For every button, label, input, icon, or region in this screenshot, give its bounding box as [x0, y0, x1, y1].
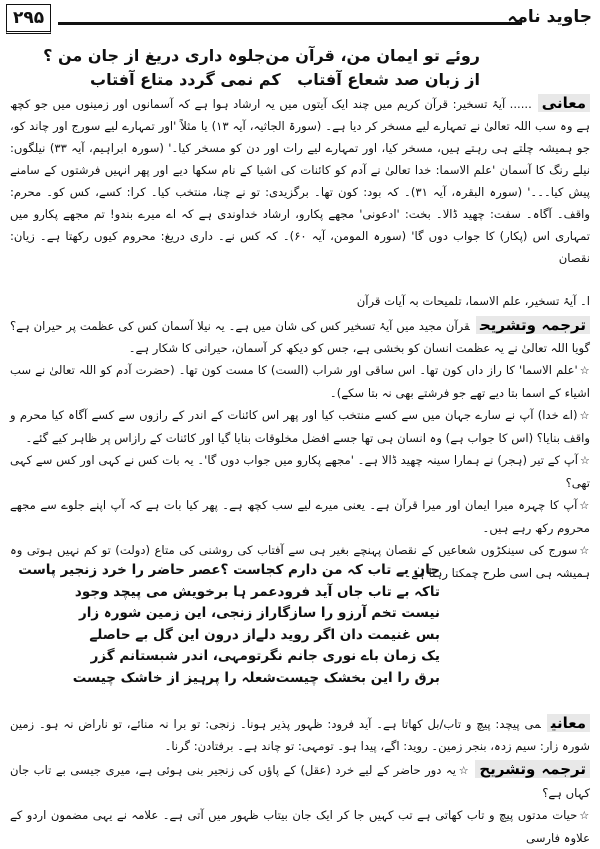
verse-left-hemistich: کم نمی گردد متاع آفتاب: [90, 69, 281, 89]
poem-left-hemistich: از درون این گل بے حاصلے: [89, 626, 256, 643]
poem-left-hemistich: عصر حاضر را خرد زنجیر پاست: [18, 562, 221, 578]
translation-item-text: آپ کے تیر (ہجر) نے ہمارا سینہ چھید ڈالا ہے۔ 'مجھے پکارو میں جواب دوں گا'۔ یہ بات کس نے کہی اور کس سے کہی تھی؟: [10, 453, 590, 490]
verse-line: [90, 68, 480, 90]
meanings-text: ...... آیۂ تسخیر: قرآن کریم میں چند ایک آیتوں میں یہ ارشاد ہوا ہے کہ آسمانوں اور زمینوں میں جو کچھ ہے وہ سب اللہ تعالیٰ نے تمہارے لیے مسخر کر دیا ہے۔ (سورۃ الجاثیہ، آیہ ۱۳) یا مثلاً 'اور تمہارے لیے سورج اور چاند کو، جو ہمیشہ چلتے ہی رہتے ہیں، مسخر کیا، اور تمہارے لیے رات اور دن کو مسخر کیا۔' (سورہ ابراہیم، آیہ ۳۳) نیلگوں: نیلے رنگ کا آسمان 'علم الاسما: خدا تعالیٰ نے آدم کو کائنات کی اشیا کے نام سکھا دیے اور پھر انہیں فرشتوں کے سامنے پیش کیا۔۔۔' (سورہ البقرہ، آیہ ۳۱)۔ کہ بود: کون تھا۔ برگزیدی: تو نے چنا، منتخب کیا۔ کرا: کسے، کس کو۔ محرم: واقف۔ آگاہ۔ سفت: چھید ڈالا۔ بخت: 'ادعونی' مجھے پکارو، ارشاد خداوندی ہے کہ اے میرے بندو! تم مجھے پکارو میں تمہاری اس (پکار) کا جواب دوں گا' (سورہ المومن، آیہ ۶۰)۔ کہ کس نے۔ داری دریغ: محروم کیوں رکھتا ہے۔ زیان: نقصان: [10, 97, 591, 265]
meanings-paragraph: [10, 712, 590, 757]
poem-left-hemistich: تومہی، اندر شبستانم گزر: [90, 648, 262, 664]
references-note: [10, 290, 590, 312]
poem-couplet: [89, 625, 440, 647]
poem-right-hemistich: تاکہ بے تاب جاں آید فرود: [277, 583, 440, 600]
meanings-text: می پیچد: پیچ و تاب/بل کھاتا ہے۔ آید فرود: ظہور پذیر ہونا۔ زنجی: تو برا نہ منائے، تو ناراض نہ ہو۔ زمین شورہ زار: سیم زدہ، بنجر زمین۔ روید: اگے، پیدا ہو۔ تومہی: تو چاند ہے۔ برفتادن: گرنا۔: [10, 717, 590, 753]
verse-right-hemistich: روئے تو ایمان من، قرآن من: [265, 45, 480, 65]
poem-couplet: [90, 646, 440, 668]
references-text: ا۔ آیۂ تسخیر، علم الاسما، تلمیحات بہ آیات قرآن: [356, 294, 590, 308]
translation-item-text: آپ کا چہرہ میرا ایمان اور میرا قرآن ہے۔ یعنی میرے لیے سب کچھ ہے۔ پھر کیا بات ہے کہ آپ اپنے جلوے سے مجھے محروم رکھ رہے ہیں۔: [10, 498, 590, 535]
translation-item: [10, 758, 590, 804]
star-bullet-icon: ☆: [457, 764, 470, 777]
star-bullet-icon: ☆: [580, 454, 590, 467]
poem-right-hemistich: جان بے تاب کہ من دارم کجاست ؟: [220, 562, 440, 578]
translation-intro-text: قرآن مجید میں آیۂ تسخیر کس کی شان میں ہے۔ یہ نیلا آسمان کس کی عظمت پر حیران ہے؟ گویا اللہ تعالیٰ نے یہ عظمت انسان کو بخشی ہے، جس کو دیکھ کر آسمان، حیرانی کا شکار ہے۔: [10, 319, 590, 355]
page-number: ۲۹۵: [6, 4, 51, 34]
translation-item-text: سورج کی سینکڑوں شعاعیں کے نقصان پہنچے بغیر ہی سے آفتاب کی روشنی کی متاع (دولت) تو کم نہیں ہوتی وہ ہمیشہ ہی اسی طرح چمکتا رہتا ہے۔: [10, 543, 590, 580]
translation-item: [10, 359, 590, 404]
star-bullet-icon: ☆: [579, 499, 590, 512]
poem-left-hemistich: از زنجی، این زمین شورہ زار: [78, 605, 270, 621]
verse-right-hemistich: از زبان صد شعاع آفتاب: [297, 69, 480, 89]
translation-item-text: (اے خدا) آپ نے سارے جہان میں سے کسے منتخب کیا اور پھر اس کائنات کے اندر کے رازوں سے کسے آگاہ کیا محرم و واقف بنایا؟ (اس کا جواب ہے) وہ انسان ہی تھا جسے افضل مخلوقات بنایا گیا اور کائنات کے رازاس پر ظاہر کیے گئے۔: [10, 408, 590, 445]
poem-right-hemistich: برق را این بخشک چیست: [275, 669, 440, 686]
translation-item: [10, 404, 590, 449]
header-rule: [58, 22, 522, 25]
meanings-section: [10, 92, 590, 288]
meanings-heading: معانی: [538, 94, 590, 112]
translation-item: [10, 804, 590, 849]
translation-item-text: 'علم الاسما' کا راز داں کون تھا۔ اس ساقی اور شراب (الست) کا مست کون تھا۔ (حضرت آدم کو اللہ تعالیٰ نے سب اشیاء کے اسما بتا دیے تھے جو فرشتے بھی نہ بتا سکے)۔: [10, 363, 590, 400]
poem-couplet: [78, 603, 440, 625]
verse-line: [43, 44, 480, 66]
verse-left-hemistich: جلوہ داری دریغ از جان من ؟: [43, 45, 266, 65]
translation-item: [10, 494, 590, 539]
poem-right-hemistich: نیست تخم آرزو را سازگار: [269, 605, 440, 621]
poem-left-hemistich: شعلہ را پرہیز از خاشک چیست: [72, 669, 276, 686]
book-title: جاوید نامہ: [507, 7, 592, 27]
page-header: [6, 4, 592, 32]
star-bullet-icon: ☆: [579, 409, 590, 422]
translation-heading: ترجمہ وتشریح: [475, 760, 590, 778]
meanings-section-2: [10, 712, 590, 756]
poem-block: [18, 560, 440, 689]
translation-item: [10, 449, 590, 494]
poem-left-hemistich: عمر ہا برخویش می پیچد وجود: [74, 583, 278, 600]
poem-right-hemistich: یک زمان باے نوری جانم نگر: [261, 648, 440, 664]
star-bullet-icon: ☆: [579, 364, 590, 377]
meanings-heading: معانی: [547, 714, 590, 732]
translation-intro: [10, 314, 590, 359]
meanings-paragraph: [10, 92, 590, 269]
poem-couplet: [74, 582, 440, 604]
poem-couplet: [72, 668, 440, 690]
translation-item-text: یہ دور حاضر کے لیے خرد (عقل) کے پاؤں کی زنجیر بنی ہوئی ہے، میری جیسی بے تاب جان کہاں ہے؟: [10, 763, 590, 800]
translation-section-2: [10, 758, 590, 845]
translation-heading: ترجمہ وتشریح: [476, 316, 590, 334]
translation-item-text: حیات مدتوں پیچ و تاب کھاتی ہے تب کہیں جا کر ایک جان بیتاب ظہور میں آتی ہے۔ علامہ نے یہی مضمون اردو کے علاوہ فارسی: [10, 808, 590, 845]
star-bullet-icon: ☆: [579, 544, 590, 557]
star-bullet-icon: ☆: [579, 809, 590, 822]
poem-right-hemistich: بس غنیمت دان اگر روید دلے: [255, 626, 440, 643]
poem-couplet: [18, 560, 440, 582]
